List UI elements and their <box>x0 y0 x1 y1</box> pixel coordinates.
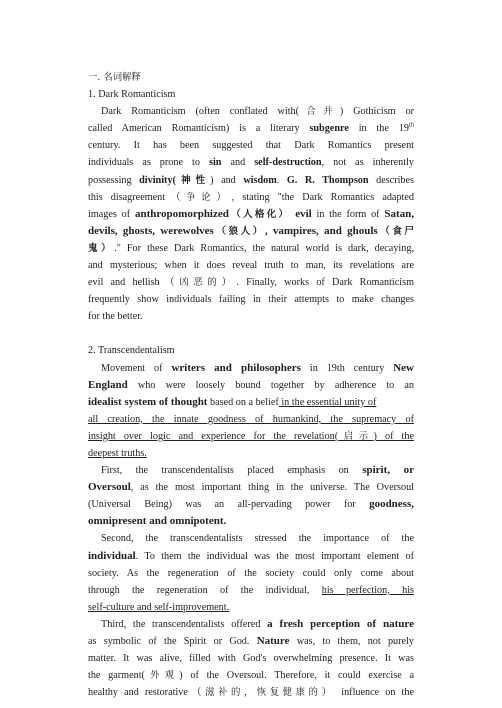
paragraph-transcendentalism-second: Second, the transcendentalists stressed the importance of the individual. To them the individual was the most important element of society. As the regeneration of the society could only come about through the regeneration of the individual, his perfection, his self-culture and self-improvement. <box>88 533 414 613</box>
term-heading-transcendentalism: 2. Transcendentalism <box>88 345 175 357</box>
section-heading: 一. 名词解释 <box>88 72 141 83</box>
document-body <box>88 69 414 701</box>
paragraph-transcendentalism-third: Third, the transcendentalists offered a fresh perception of nature as symbolic of the Spirit or God. Nature was, to them, not purely matter. It was alive, filled with God's overwhelming presence. It was the garment(外观) of the Oversoul. Therefore, it could exercise a healthy and restorative（滋补的，恢复健康的） influence on the <box>88 617 414 699</box>
paragraph-transcendentalism-first: First, the transcendentalists placed emphasis on spirit, or Oversoul, as the most important thing in the universe. The Oversoul (Universal Being) was an all-pervading power for goodness, omnipresent and omnipotent. <box>88 464 414 528</box>
paragraph-transcendentalism-definition: Movement of writers and philosophers in 19th century New England who were loosely bound together by adherence to an idealist system of thought based on a belief in the essential unity of all creation, the innate goodness of humankind, the supremacy of insight over logic and experience for the revelation(启示) of the deepest truths. <box>88 361 415 459</box>
term-heading-dark-romanticism: 1. Dark Romanticism <box>88 89 176 101</box>
paragraph-dark-romanticism: Dark Romanticism (often conflated with(合并) Gothicism or called American Romanticism) is a literary subgenre in the 19th century. It has been suggested that Dark Romantics present individuals as prone to sin and self-destruction, not as inherently possessing divinity(神性) and wisdom. G. R. Thompson describes this disagreement（争论）, stating "the Dark Romantics adapted images of anthropomorphized（人格化） evil in the form of Satan, devils, ghosts, werewolves（狼人）, vampires, and ghouls（食尸 鬼）." For these Dark Romantics, the natural world is dark, decaying, and mysterious; when it does reveal truth to man, its revelations are evil and hellish（凶恶的）. Finally, works of Dark Romanticism frequently show individuals failing in their attempts to make changes for the better. <box>88 106 415 323</box>
